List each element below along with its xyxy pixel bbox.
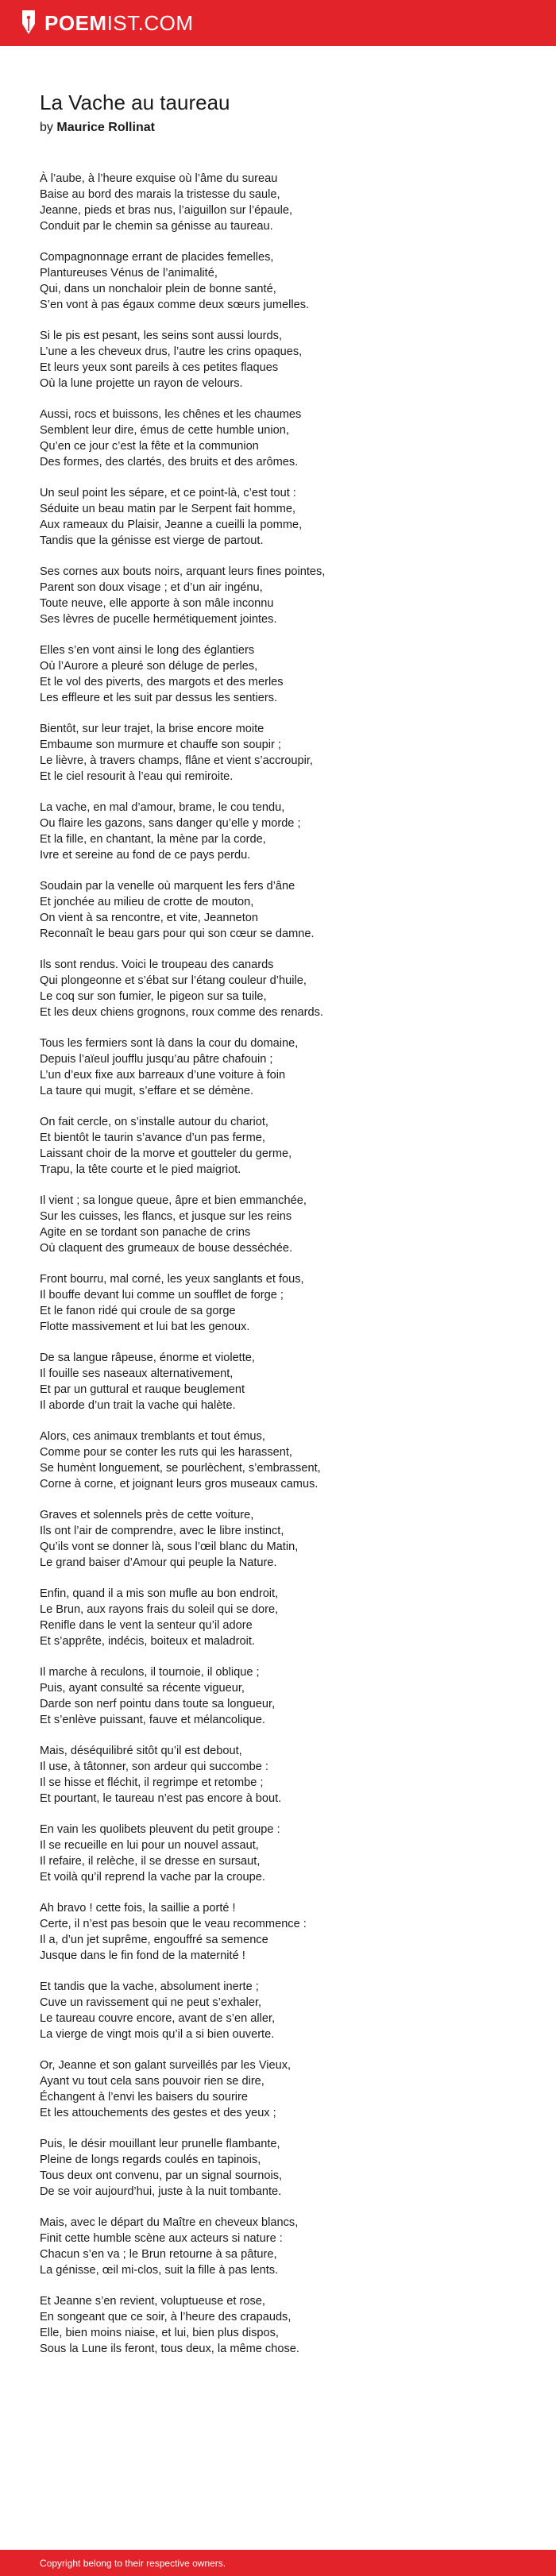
poem-stanza bbox=[40, 957, 524, 1020]
poem-line: Le lièvre, à travers champs, flâne et vient s’accroupir, bbox=[40, 754, 313, 767]
poem-line: Soudain par la venelle où marquent les fers d’âne bbox=[40, 880, 295, 893]
poem-stanza bbox=[40, 1822, 524, 1885]
poem-line: Il a, d’un jet suprême, engouffré sa semence bbox=[40, 1934, 268, 1946]
poem-line: Enfin, quand il a mis son mufle au bon endroit, bbox=[40, 1587, 279, 1600]
poem-stanza bbox=[40, 1035, 524, 1099]
poem-line: Renifle dans le vent la senteur qu’il adore bbox=[40, 1619, 253, 1632]
poem-stanza bbox=[40, 642, 524, 706]
poem-line: De sa langue râpeuse, énorme et violette, bbox=[40, 1352, 255, 1364]
poem-line: Embaume son murmure et chauffe son soupir ; bbox=[40, 738, 281, 751]
poem-line: Et bientôt le taurin s’avance d’un pas ferme, bbox=[40, 1132, 265, 1144]
poem-line: Il marche à reculons, il tournoie, il oblique ; bbox=[40, 1666, 260, 1679]
poem-line: Bientôt, sur leur trajet, la brise encore moite bbox=[40, 723, 264, 735]
poem-line: Jusque dans le fin fond de la maternité ! bbox=[40, 1949, 245, 1962]
poem-line: Et le fanon ridé qui croule de sa gorge bbox=[40, 1305, 236, 1317]
poem-stanza bbox=[40, 721, 524, 785]
poem-line: Ses lèvres de pucelle hermétiquement jointes. bbox=[40, 613, 277, 626]
poem-line: Reconnaît le beau gars pour qui son cœur se damne. bbox=[40, 927, 315, 940]
poem-line: Or, Jeanne et son galant surveillés par les Vieux, bbox=[40, 2059, 292, 2072]
poem-line: Pleine de longs regards coulés en tapinois, bbox=[40, 2154, 261, 2166]
poem-line: Jeanne, pieds et bras nus, l’aiguillon sur l’épaule, bbox=[40, 204, 293, 217]
poem-stanza bbox=[40, 249, 524, 313]
poem-line: Ses cornes aux bouts noirs, arquant leurs fines pointes, bbox=[40, 565, 326, 578]
poem-line: Darde son nerf pointu dans toute sa longueur, bbox=[40, 1698, 276, 1710]
copyright-notice: Copyright belong to their respective owners. bbox=[40, 2557, 226, 2569]
poem-line: Et tandis que la vache, absolument inerte ; bbox=[40, 1980, 259, 1993]
poem-stanza bbox=[40, 1350, 524, 1413]
poem-line: Tous deux ont convenu, par un signal sournois, bbox=[40, 2169, 283, 2182]
poem-stanza bbox=[40, 1193, 524, 1256]
poem-stanza bbox=[40, 2057, 524, 2121]
poem-line: On vient à sa rencontre, et vite, Jeanneton bbox=[40, 912, 259, 924]
poem-line: Baise au bord des marais la tristesse du saule, bbox=[40, 188, 280, 201]
poem-line: Elles s’en vont ainsi le long des églantiers bbox=[40, 644, 255, 657]
poem-line: Aux rameaux du Plaisir, Jeanne a cueilli la pomme, bbox=[40, 519, 303, 531]
poem-line: Qui, dans un nonchaloir plein de bonne santé, bbox=[40, 283, 276, 295]
poem-line: La vache, en mal d’amour, brame, le cou tendu, bbox=[40, 801, 285, 814]
poem-line: Alors, ces animaux tremblants et tout émus, bbox=[40, 1430, 265, 1443]
poem-line: Mais, avec le départ du Maître en cheveux blancs, bbox=[40, 2216, 299, 2229]
poem-line: Et s’apprête, indécis, boiteux et maladroit. bbox=[40, 1635, 255, 1648]
site-header bbox=[0, 0, 556, 46]
poem-line: Puis, ayant consulté sa récente vigueur, bbox=[40, 1682, 245, 1695]
poem-line: Et pourtant, le taureau n’est pas encore à bout. bbox=[40, 1792, 282, 1805]
poem-line: Depuis l’aïeul joufflu jusqu’au pâtre chafouin ; bbox=[40, 1053, 273, 1066]
poem-line: Aussi, rocs et buissons, les chênes et les chaumes bbox=[40, 408, 302, 421]
poem-line: En vain les quolibets pleuvent du petit groupe : bbox=[40, 1823, 280, 1836]
poem-line: Et voilà qu’il reprend la vache par la croupe. bbox=[40, 1871, 265, 1884]
poem-line: Plantureuses Vénus de l’animalité, bbox=[40, 267, 218, 280]
quill-pen-icon[interactable] bbox=[19, 10, 38, 37]
poem-stanza bbox=[40, 2293, 524, 2357]
poem-line: Et la fille, en chantant, la mène par la corde, bbox=[40, 833, 266, 846]
poem-line: Il se hisse et fléchit, il regrimpe et retombe ; bbox=[40, 1776, 264, 1789]
poem-line: Corne à corne, et joignant leurs gros museaux camus. bbox=[40, 1478, 319, 1490]
poem-stanza bbox=[40, 407, 524, 470]
poem-line: Et par un guttural et rauque beuglement bbox=[40, 1383, 245, 1396]
poem-stanza bbox=[40, 485, 524, 549]
poem-line: Parent son doux visage ; et d’un air ingénu, bbox=[40, 581, 263, 594]
poem-line: Et leurs yeux sont pareils à ces petites flaques bbox=[40, 361, 279, 374]
poem-line: Il refaire, il relèche, il se dresse en sursaut, bbox=[40, 1855, 261, 1868]
poem-line: Front bourru, mal corné, les yeux sanglants et fous, bbox=[40, 1273, 304, 1286]
poem-line: Où l’Aurore a pleuré son déluge de perles, bbox=[40, 660, 258, 673]
poem-line: Agite en se tordant son panache de crins bbox=[40, 1226, 251, 1239]
poem-line: La vierge de vingt mois qu’il a si bien ouverte. bbox=[40, 2028, 275, 2041]
poem-line: S’en vont à pas égaux comme deux sœurs jumelles. bbox=[40, 299, 310, 311]
poem-stanza bbox=[40, 171, 524, 234]
poem-line: Chacun s’en va ; le Brun retourne à sa pâture, bbox=[40, 2248, 277, 2261]
site-logo-link[interactable] bbox=[44, 11, 194, 36]
poem-line: Certe, il n’est pas besoin que le veau recommence : bbox=[40, 1918, 307, 1930]
poem-line: Le grand baiser d’Amour qui peuple la Nature. bbox=[40, 1556, 277, 1569]
poem-line: Où la lune projette un rayon de velours. bbox=[40, 377, 243, 390]
poem-line: Et le vol des piverts, des margots et des merles bbox=[40, 676, 284, 688]
poem-stanza bbox=[40, 1900, 524, 1964]
byline-prefix: by bbox=[40, 121, 53, 134]
poem-stanza bbox=[40, 1979, 524, 2042]
poem-line: Échangent à l’envi les baisers du sourire bbox=[40, 2091, 249, 2104]
poem-stanza bbox=[40, 564, 524, 627]
poem-line: Finit cette humble scène aux acteurs si nature : bbox=[40, 2232, 283, 2245]
poem-line: Flotte massivement et lui bat les genoux. bbox=[40, 1321, 250, 1333]
poem-line: L’un d’eux fixe aux barreaux d’une voiture à foin bbox=[40, 1069, 286, 1082]
poem-line: Et Jeanne s’en revient, voluptueuse et rose, bbox=[40, 2295, 265, 2308]
poem-line: Compagnonnage errant de placides femelles, bbox=[40, 251, 274, 264]
brand-bold: POEM bbox=[44, 10, 107, 35]
poem-content bbox=[40, 90, 524, 2372]
poem-stanza bbox=[40, 1114, 524, 1178]
poem-line: Toute neuve, elle apporte à son mâle inconnu bbox=[40, 597, 274, 610]
poem-line: Trapu, la tête courte et le pied maigriot. bbox=[40, 1163, 241, 1176]
poem-line: Le taureau couvre encore, avant de s’en aller, bbox=[40, 2012, 276, 2025]
poem-line: Ayant vu tout cela sans pouvoir rien se dire, bbox=[40, 2075, 264, 2088]
poem-line: Ils sont rendus. Voici le troupeau des canards bbox=[40, 958, 274, 971]
poem-line: Elle, bien moins niaise, et lui, bien plus dispos, bbox=[40, 2327, 279, 2339]
poem-stanza bbox=[40, 1271, 524, 1335]
poem-line: Il use, à tâtonner, son ardeur qui succombe : bbox=[40, 1760, 268, 1773]
poem-line: Il aborde d’un trait la vache qui halète. bbox=[40, 1399, 236, 1412]
poem-stanza bbox=[40, 328, 524, 391]
poem-line: Qui plongeonne et s’ébat sur l’étang couleur d’huile, bbox=[40, 974, 307, 987]
poem-line: Ou flaire les gazons, sans danger qu’elle y morde ; bbox=[40, 817, 301, 830]
poem-line: Le Brun, aux rayons frais du soleil qui se dore, bbox=[40, 1603, 279, 1616]
poem-line: Se humènt longuement, se pourlèchent, s’embrassent, bbox=[40, 1462, 321, 1475]
poem-title: La Vache au taureau bbox=[40, 91, 230, 114]
poem-line: Tandis que la génisse est vierge de partout. bbox=[40, 534, 264, 547]
poem-stanza bbox=[40, 2215, 524, 2278]
poem-stanza bbox=[40, 1664, 524, 1728]
poem-line: Et le ciel resourit à l’eau qui remiroite. bbox=[40, 770, 234, 783]
poem-line: Conduit par le chemin sa génisse au taureau. bbox=[40, 220, 273, 233]
poem-line: L’une a les cheveux drus, l’autre les crins opaques, bbox=[40, 345, 303, 358]
poem-line: Ils ont l’air de comprendre, avec le libre instinct, bbox=[40, 1525, 284, 1537]
poem-line: Ah bravo ! cette fois, la saillie a porté ! bbox=[40, 1902, 236, 1915]
poem-line: Laissant choir de la morve et goutteler du germe, bbox=[40, 1147, 292, 1160]
poem-body bbox=[40, 171, 524, 2357]
author-name[interactable]: Maurice Rollinat bbox=[56, 121, 155, 134]
poem-line: La génisse, œil mi-clos, suit la fille à pas lents. bbox=[40, 2264, 279, 2277]
poem-line: Il vient ; sa longue queue, âpre et bien emmanchée, bbox=[40, 1194, 307, 1207]
poem-stanza bbox=[40, 878, 524, 942]
poem-line: Sur les cuisses, les flancs, et jusque sur les reins bbox=[40, 1210, 292, 1223]
poem-line: Et s’enlève puissant, fauve et mélancolique. bbox=[40, 1714, 265, 1726]
poem-line: Le coq sur son fumier, le pigeon sur sa tuile, bbox=[40, 990, 267, 1003]
poem-line: Et jonchée au milieu de crotte de mouton, bbox=[40, 896, 254, 908]
poem-line: Semblent leur dire, émus de cette humble union, bbox=[40, 424, 289, 437]
poem-line: Un seul point les sépare, et ce point-là, c’est tout : bbox=[40, 487, 296, 499]
poem-line: Mais, déséquilibré sitôt qu’il est debout, bbox=[40, 1745, 242, 1757]
poem-stanza bbox=[40, 800, 524, 863]
poem-line: Et les deux chiens grognons, roux comme des renards. bbox=[40, 1006, 323, 1019]
poem-line: Des formes, des clartés, des bruits et des arômes. bbox=[40, 456, 299, 469]
poem-line: Et les attouchements des gestes et des yeux ; bbox=[40, 2107, 276, 2119]
site-footer bbox=[0, 2550, 556, 2576]
poem-line: Qu’ils vont se donner là, sous l’œil blanc du Matin, bbox=[40, 1541, 299, 1553]
poem-line: Séduite un beau matin par le Serpent fait homme, bbox=[40, 503, 296, 515]
poem-line: Il se recueille en lui pour un nouvel assaut, bbox=[40, 1839, 259, 1852]
poem-line: Puis, le désir mouillant leur prunelle flambante, bbox=[40, 2138, 280, 2150]
poem-line: Comme pour se conter les ruts qui les harassent, bbox=[40, 1446, 292, 1459]
poem-line: De se voir aujourd’hui, juste à la nuit tombante. bbox=[40, 2185, 282, 2198]
poem-line: On fait cercle, on s’installe autour du chariot, bbox=[40, 1116, 268, 1128]
poem-line: Qu’en ce jour c’est la fête et la communion bbox=[40, 440, 259, 453]
poem-stanza bbox=[40, 1429, 524, 1492]
poem-line: Ivre et sereine au fond de ce pays perdu. bbox=[40, 849, 251, 862]
poem-line: La taure qui mugit, s’effare et se démène. bbox=[40, 1085, 254, 1097]
poem-line: Où claquent des grumeaux de bouse desséchée. bbox=[40, 1242, 293, 1255]
poem-line: En songeant que ce soir, à l’heure des crapauds, bbox=[40, 2311, 292, 2323]
poem-stanza bbox=[40, 2136, 524, 2200]
poem-line: Il fouille ses naseaux alternativement, bbox=[40, 1367, 234, 1380]
poem-line: Tous les fermiers sont là dans la cour du domaine, bbox=[40, 1037, 299, 1050]
poem-line: Les effleure et les suit par dessus les sentiers. bbox=[40, 692, 278, 704]
poem-stanza bbox=[40, 1743, 524, 1807]
poem-byline bbox=[40, 120, 524, 136]
poem-line: Il bouffe devant lui comme un soufflet de forge ; bbox=[40, 1289, 284, 1301]
poem-line: Graves et solennels près de cette voiture, bbox=[40, 1509, 254, 1521]
poem-line: Cuve un ravissement qui ne peut s’exhaler, bbox=[40, 1996, 262, 2009]
brand-light: IST.COM bbox=[106, 10, 194, 35]
poem-line: À l’aube, à l’heure exquise où l’âme du sureau bbox=[40, 172, 278, 185]
poem-stanza bbox=[40, 1586, 524, 1649]
poem-stanza bbox=[40, 1507, 524, 1571]
poem-line: Si le pis est pesant, les seins sont aussi lourds, bbox=[40, 330, 283, 342]
poem-line: Sous la Lune ils feront, tous deux, la même chose. bbox=[40, 2343, 299, 2355]
